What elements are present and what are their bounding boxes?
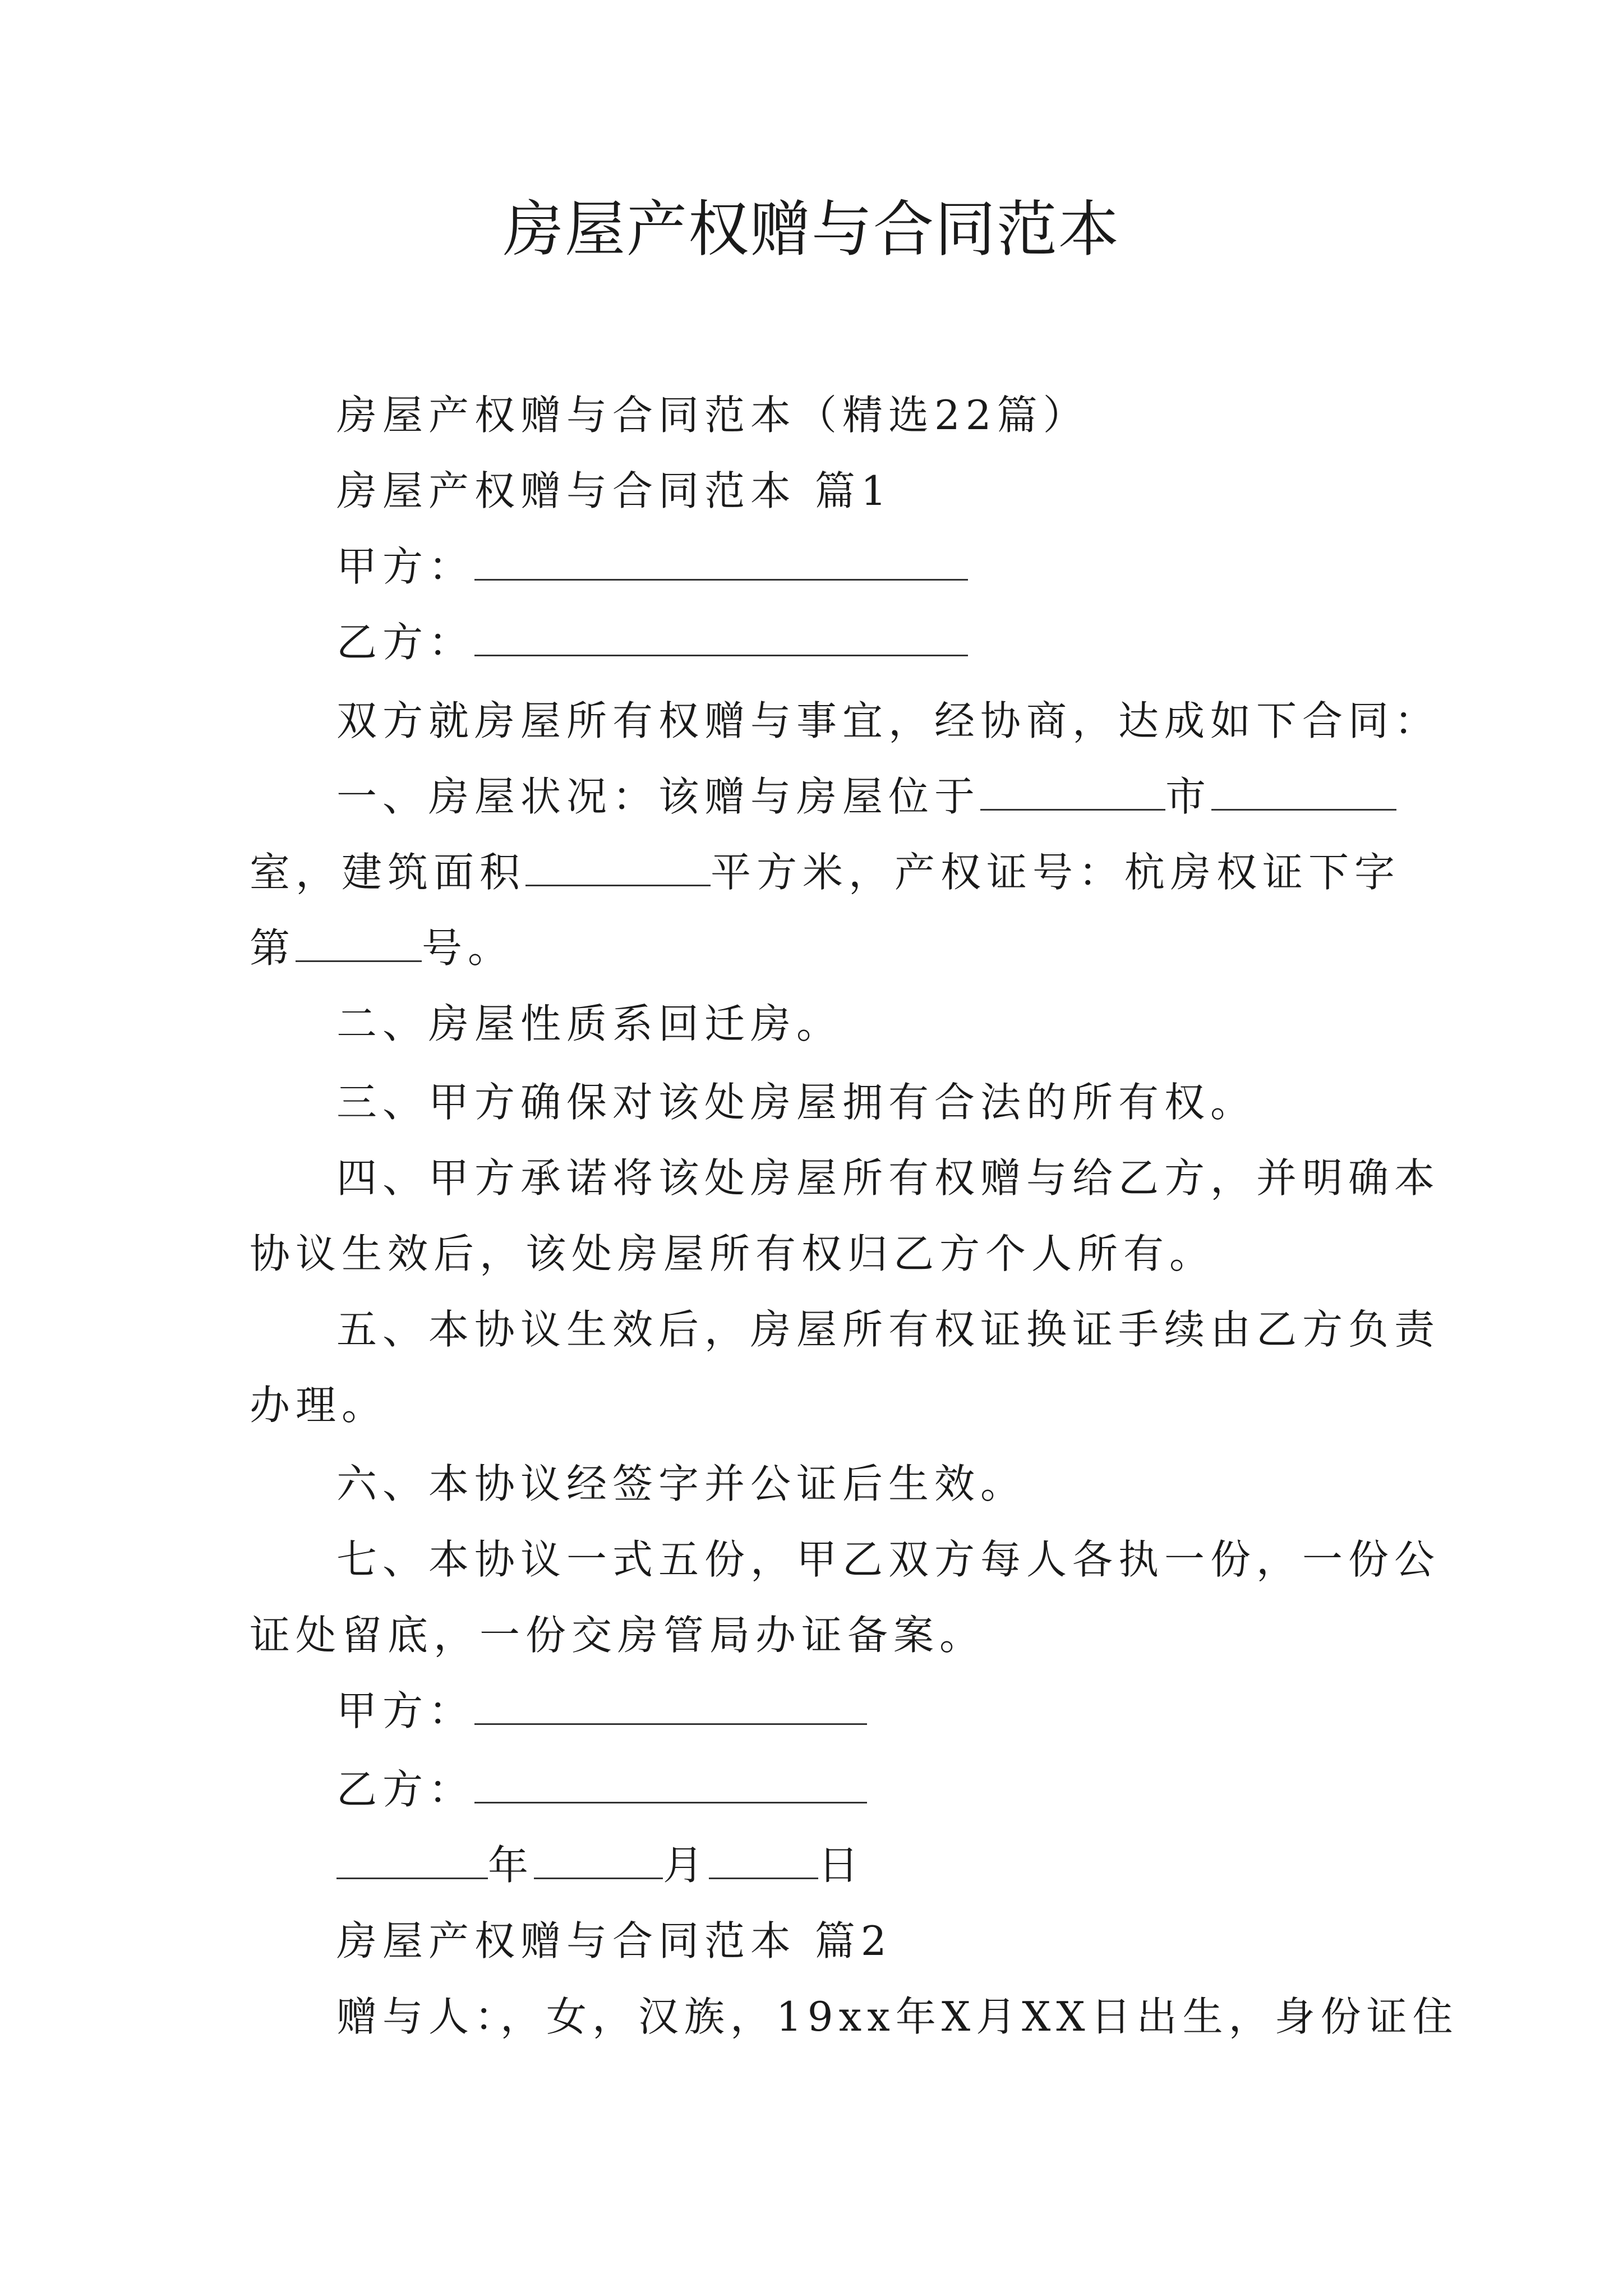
- party-b-blank: [474, 620, 968, 656]
- year-blank: [336, 1843, 488, 1879]
- clause-6: 六、本协议经签字并公证后生效。: [336, 1460, 1027, 1507]
- clause-1-area-label: 室，建筑面积: [250, 849, 526, 896]
- signature-party-a: [336, 1683, 867, 1739]
- signature-party-b-label: 乙方：: [336, 1766, 475, 1813]
- party-a-label: 甲方：: [336, 543, 475, 590]
- intro-paragraph: 双方就房屋所有权赠与事宜，经协商，达成如下合同：: [336, 697, 1441, 744]
- date-day-label: 日: [818, 1842, 865, 1889]
- address-blank: [1211, 774, 1396, 811]
- city-blank: [980, 774, 1165, 811]
- date-month-label: 月: [663, 1842, 709, 1889]
- document-subtitle: 房屋产权赠与合同范本（精选22篇）: [336, 392, 1089, 439]
- section-1-heading: 房屋产权赠与合同范本 篇1: [336, 467, 892, 514]
- clause-7-line-1: 七、本协议一式五份，甲乙双方每人各执一份，一份公: [336, 1536, 1441, 1583]
- signature-party-a-blank: [474, 1688, 867, 1725]
- clause-1-text: 一、房屋状况：该赠与房屋位于: [336, 773, 981, 820]
- party-b-field: [336, 614, 968, 670]
- clause-1-line-1: [336, 769, 1396, 825]
- clause-1-no-suffix: 号。: [422, 924, 514, 972]
- party-a-field: [336, 539, 968, 595]
- day-blank: [709, 1843, 818, 1879]
- clause-1-line-3: [250, 920, 514, 976]
- signature-date: [336, 1837, 864, 1893]
- clause-2: 二、房屋性质系回迁房。: [336, 1000, 843, 1047]
- clause-4-line-2: 协议生效后，该处房屋所有权归乙方个人所有。: [250, 1230, 1216, 1277]
- area-blank: [525, 850, 711, 886]
- month-blank: [534, 1843, 663, 1879]
- clause-4-line-1: 四、甲方承诺将该处房屋所有权赠与给乙方，并明确本: [336, 1154, 1441, 1202]
- signature-party-b: [336, 1761, 867, 1818]
- signature-party-a-label: 甲方：: [336, 1687, 475, 1734]
- clause-3: 三、甲方确保对该处房屋拥有合法的所有权。: [336, 1079, 1257, 1126]
- clause-1-city: 市: [1165, 773, 1212, 820]
- party-a-blank: [474, 544, 968, 581]
- clause-7-line-2: 证处留底，一份交房管局办证备案。: [250, 1612, 986, 1659]
- clause-1-cert-label: 平方米，产权证号：杭房权证下字: [711, 849, 1401, 896]
- section-2-heading: 房屋产权赠与合同范本 篇2: [336, 1917, 892, 1964]
- signature-party-b-blank: [474, 1767, 867, 1803]
- document-title: 房屋产权赠与合同范本: [502, 195, 1120, 265]
- clause-1-no-label: 第: [250, 924, 296, 972]
- cert-number-blank: [296, 926, 422, 962]
- donor-line: 赠与人：，女，汉族，19xx年X月XX日出生，身份证住: [336, 1993, 1459, 2040]
- date-year-label: 年: [488, 1842, 534, 1889]
- clause-1-line-2: [250, 844, 1400, 900]
- clause-5-line-2: 办理。: [250, 1382, 388, 1429]
- clause-5-line-1: 五、本协议生效后，房屋所有权证换证手续由乙方负责: [336, 1306, 1441, 1353]
- party-b-label: 乙方：: [336, 619, 475, 666]
